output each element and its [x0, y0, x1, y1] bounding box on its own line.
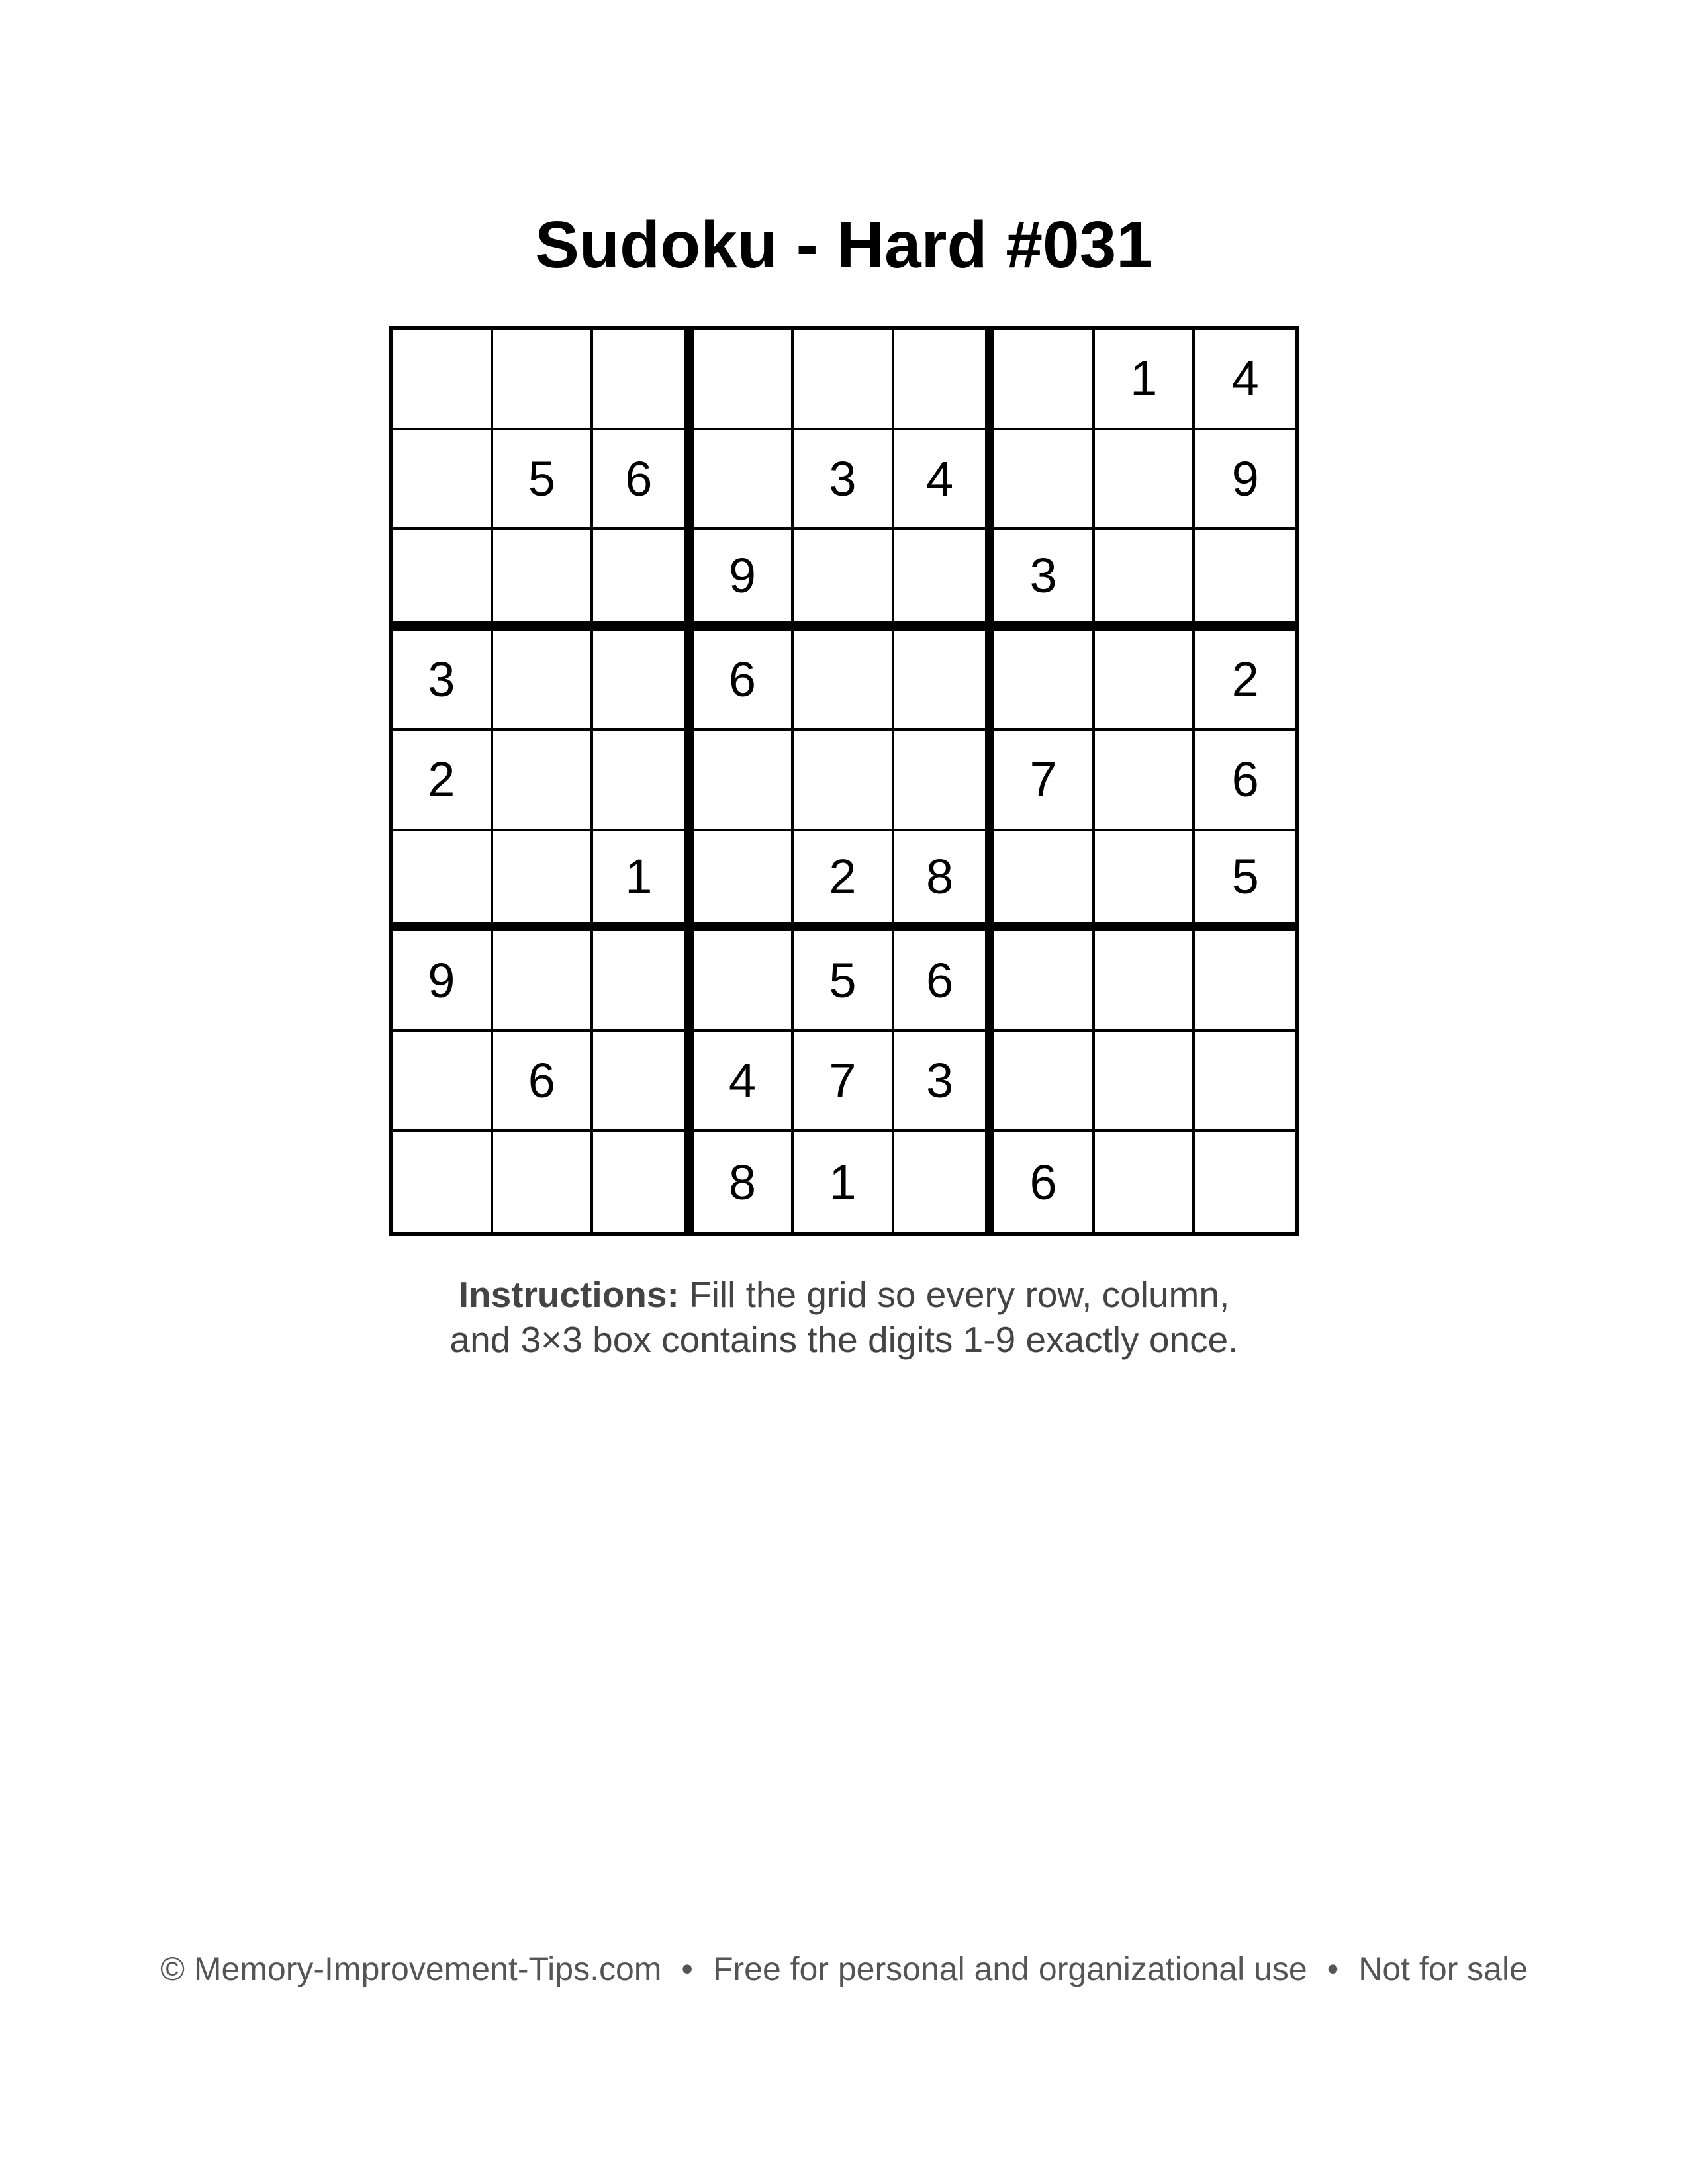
- empty-cell[interactable]: [493, 831, 594, 932]
- page-title: Sudoku - Hard #031: [535, 208, 1153, 282]
- given-digit-cell: 4: [694, 1032, 794, 1132]
- empty-cell[interactable]: [694, 731, 794, 831]
- empty-cell[interactable]: [1095, 731, 1196, 831]
- empty-cell[interactable]: [794, 330, 894, 430]
- empty-cell[interactable]: [894, 631, 995, 731]
- empty-cell[interactable]: [1195, 1032, 1295, 1132]
- given-digit-cell: 4: [1195, 330, 1295, 430]
- instructions-line-1: Fill the grid so every row, column,: [689, 1274, 1230, 1315]
- footer-separator: •: [1327, 1950, 1339, 1987]
- given-digit-cell: 7: [794, 1032, 894, 1132]
- given-digit-cell: 1: [1095, 330, 1196, 430]
- empty-cell[interactable]: [593, 530, 694, 631]
- sudoku-board: [389, 326, 1299, 1236]
- empty-cell[interactable]: [393, 1032, 493, 1132]
- footer-copyright: © Memory-Improvement-Tips.com: [160, 1950, 662, 1987]
- empty-cell[interactable]: [794, 631, 894, 731]
- empty-cell[interactable]: [894, 1132, 995, 1232]
- given-digit-cell: 5: [794, 931, 894, 1032]
- given-digit-cell: 1: [593, 831, 694, 932]
- empty-cell[interactable]: [994, 1032, 1095, 1132]
- given-digit-cell: 5: [493, 430, 594, 531]
- given-digit-cell: 3: [794, 430, 894, 531]
- given-digit-cell: 3: [393, 631, 493, 731]
- given-digit-cell: 7: [994, 731, 1095, 831]
- empty-cell[interactable]: [1195, 931, 1295, 1032]
- given-digit-cell: 8: [894, 831, 995, 932]
- empty-cell[interactable]: [894, 731, 995, 831]
- given-digit-cell: 5: [1195, 831, 1295, 932]
- given-digit-cell: 9: [393, 931, 493, 1032]
- given-digit-cell: 6: [894, 931, 995, 1032]
- empty-cell[interactable]: [593, 631, 694, 731]
- given-digit-cell: 4: [894, 430, 995, 531]
- empty-cell[interactable]: [1095, 631, 1196, 731]
- empty-cell[interactable]: [1195, 530, 1295, 631]
- empty-cell[interactable]: [493, 631, 594, 731]
- empty-cell[interactable]: [493, 731, 594, 831]
- empty-cell[interactable]: [694, 430, 794, 531]
- empty-cell[interactable]: [994, 831, 1095, 932]
- empty-cell[interactable]: [994, 931, 1095, 1032]
- empty-cell[interactable]: [794, 530, 894, 631]
- empty-cell[interactable]: [593, 330, 694, 430]
- empty-cell[interactable]: [1095, 931, 1196, 1032]
- instructions-line-2: and 3×3 box contains the digits 1-9 exactly once.: [449, 1319, 1239, 1360]
- footer-usage: Free for personal and organizational use: [712, 1950, 1307, 1987]
- empty-cell[interactable]: [694, 931, 794, 1032]
- instructions-lead: Instructions:: [458, 1274, 679, 1315]
- empty-cell[interactable]: [1095, 1032, 1196, 1132]
- empty-cell[interactable]: [994, 631, 1095, 731]
- empty-cell[interactable]: [493, 931, 594, 1032]
- empty-cell[interactable]: [694, 831, 794, 932]
- given-digit-cell: 1: [794, 1132, 894, 1232]
- empty-cell[interactable]: [994, 330, 1095, 430]
- given-digit-cell: 3: [894, 1032, 995, 1132]
- empty-cell[interactable]: [1095, 430, 1196, 531]
- given-digit-cell: 9: [1195, 430, 1295, 531]
- instructions: [0, 1272, 1688, 1362]
- empty-cell[interactable]: [1095, 530, 1196, 631]
- given-digit-cell: 6: [994, 1132, 1095, 1232]
- given-digit-cell: 6: [1195, 731, 1295, 831]
- given-digit-cell: 6: [694, 631, 794, 731]
- given-digit-cell: 6: [493, 1032, 594, 1132]
- empty-cell[interactable]: [393, 430, 493, 531]
- empty-cell[interactable]: [593, 1132, 694, 1232]
- empty-cell[interactable]: [894, 330, 995, 430]
- empty-cell[interactable]: [593, 931, 694, 1032]
- footer-separator: •: [681, 1950, 693, 1987]
- empty-cell[interactable]: [393, 330, 493, 430]
- empty-cell[interactable]: [593, 731, 694, 831]
- empty-cell[interactable]: [1095, 1132, 1196, 1232]
- given-digit-cell: 2: [393, 731, 493, 831]
- empty-cell[interactable]: [393, 831, 493, 932]
- given-digit-cell: 3: [994, 530, 1095, 631]
- empty-cell[interactable]: [1095, 831, 1196, 932]
- empty-cell[interactable]: [493, 1132, 594, 1232]
- given-digit-cell: 2: [1195, 631, 1295, 731]
- empty-cell[interactable]: [894, 530, 995, 631]
- empty-cell[interactable]: [1195, 1132, 1295, 1232]
- empty-cell[interactable]: [994, 430, 1095, 531]
- given-digit-cell: 9: [694, 530, 794, 631]
- empty-cell[interactable]: [794, 731, 894, 831]
- empty-cell[interactable]: [593, 1032, 694, 1132]
- empty-cell[interactable]: [694, 330, 794, 430]
- footer: [0, 1946, 1688, 1992]
- given-digit-cell: 2: [794, 831, 894, 932]
- footer-not-for-sale: Not for sale: [1358, 1950, 1528, 1987]
- empty-cell[interactable]: [493, 330, 594, 430]
- empty-cell[interactable]: [393, 530, 493, 631]
- given-digit-cell: 8: [694, 1132, 794, 1232]
- empty-cell[interactable]: [493, 530, 594, 631]
- given-digit-cell: 6: [593, 430, 694, 531]
- empty-cell[interactable]: [393, 1132, 493, 1232]
